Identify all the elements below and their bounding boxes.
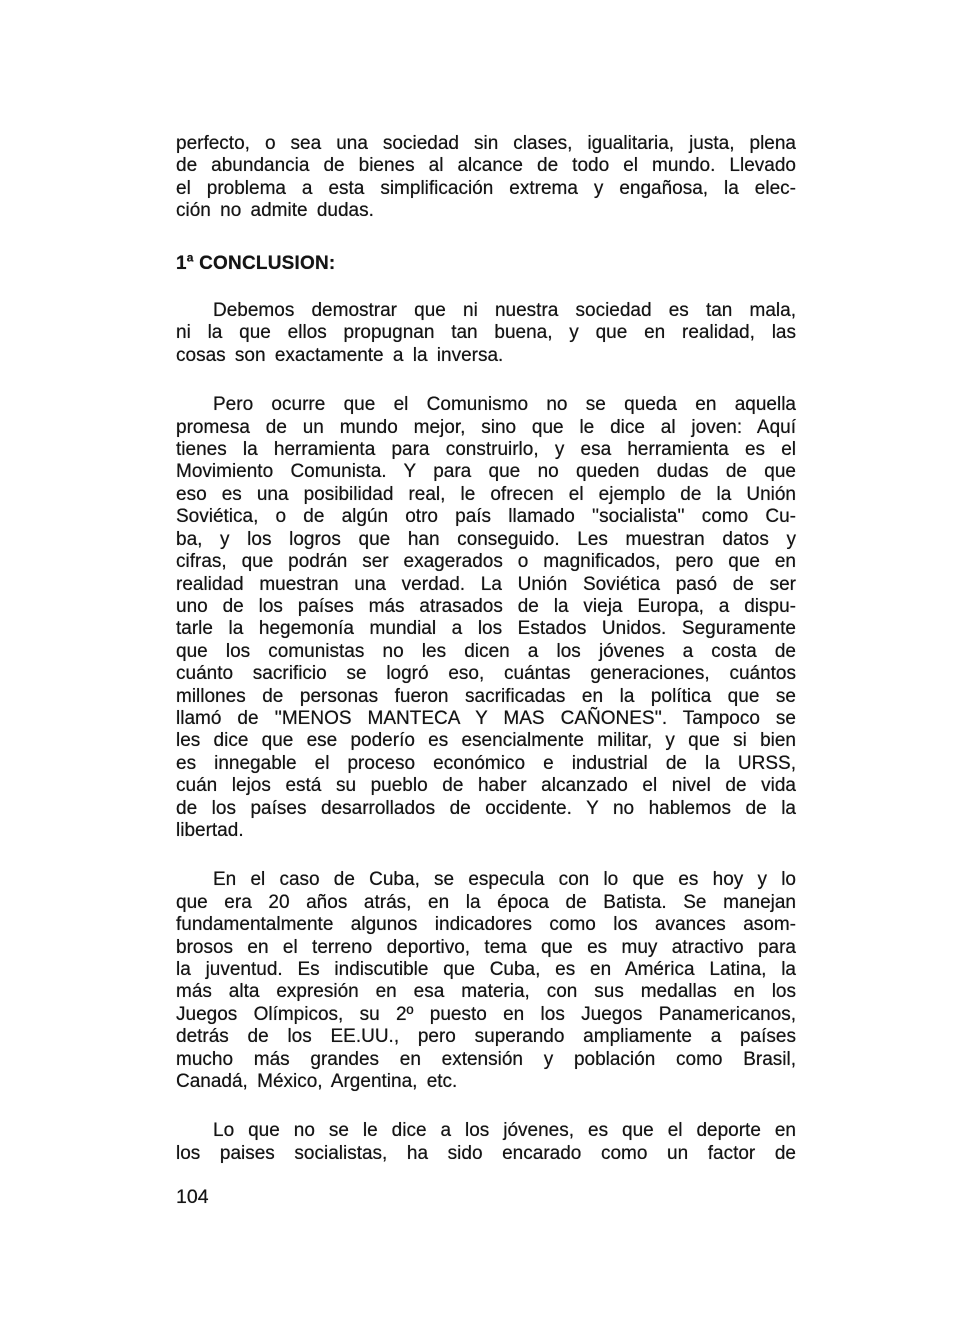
paragraph: [176, 869, 796, 1093]
text-line: millones de personas fueron sacrificadas en la política que se: [176, 685, 796, 707]
text-line: tienes la herramienta para construirlo, y esa herramienta es el: [176, 439, 796, 461]
text-line: cosas son exactamente a la inversa.: [176, 344, 504, 366]
text-line: uno de los países más atrasados de la vieja Europa, a dispu-: [176, 595, 796, 617]
text-line: perfecto, o sea una sociedad sin clases, igualitaria, justa, plena: [176, 133, 796, 154]
text-line: que los comunistas no les dicen a los jóvenes a costa de: [176, 640, 796, 662]
text-line: les dice que ese poderío es esencialmente militar, y que si bien: [176, 730, 796, 752]
text-line: Debemos demostrar que ni nuestra sociedad es tan mala,: [213, 300, 796, 322]
text-line: la juventud. Es indiscutible que Cuba, es en América Latina, la: [176, 959, 796, 980]
text-line: que era 20 años atrás, en la época de Batista. Se manejan: [176, 891, 796, 913]
page-number: 104: [176, 1186, 209, 1208]
text-line: Canadá, México, Argentina, etc.: [176, 1071, 458, 1093]
text-line: brosos en el terreno deportivo, tema que es muy atractivo para: [176, 936, 796, 958]
paragraph: [176, 133, 796, 223]
paragraph: [176, 300, 796, 367]
heading-label: CONCLUSION:: [199, 252, 336, 274]
text-line: Soviética, o de algún otro país llamado ''socialista'' como Cu-: [176, 506, 796, 528]
text-line: es innegable el proceso económico e industrial de la URSS,: [176, 752, 796, 774]
text-line: En el caso de Cuba, se especula con lo que es hoy y lo: [213, 869, 796, 891]
text-line: cifras, que podrán ser exagerados o magnificados, pero que en: [176, 551, 796, 573]
text-line: los paises socialistas, ha sido encarado como un factor de: [176, 1142, 796, 1164]
text-line: cuánto sacrificio se logró eso, cuántas generaciones, cuántos: [176, 663, 796, 685]
text-line: realidad muestran una verdad. La Unión Soviética pasó de ser: [176, 573, 796, 595]
text-line: Movimiento Comunista. Y para que no queden dudas de que: [176, 461, 796, 483]
conclusion-heading: [176, 250, 796, 275]
text-line: cuán lejos está su pueblo de haber alcanzado el nivel de vida: [176, 775, 796, 797]
text-line: Juegos Olímpicos, su 2º puesto en los Juegos Panamericanos,: [176, 1003, 796, 1025]
text-line: el problema a esta simplificación extrema y engañosa, la elec-: [176, 177, 796, 199]
text-line: más alta expresión en esa materia, con sus medallas en los: [176, 981, 796, 1003]
text-line: libertad.: [176, 819, 244, 841]
text-line: Pero ocurre que el Comunismo no se queda en aquella: [213, 394, 796, 416]
text-line: fundamentalmente algunos indicadores como los avances asom-: [176, 914, 796, 936]
text-line: mucho más grandes en extensión y población como Brasil,: [176, 1048, 796, 1070]
text-line: tarle la hegemonía mundial a los Estados Unidos. Seguramente: [176, 618, 796, 640]
text-line: promesa de un mundo mejor, sino que le dice al joven: Aquí: [176, 416, 796, 438]
paragraph: [176, 1120, 796, 1165]
text-line: llamó de ''MENOS MANTECA Y MAS CAÑONES''. Tampoco se: [176, 707, 796, 729]
text-line: ción no admite dudas.: [176, 200, 374, 222]
text-line: ba, y los logros que han conseguido. Les muestran datos y: [176, 528, 796, 550]
text-line: detrás de los EE.UU., pero superando ampliamente a países: [176, 1026, 796, 1048]
text-line: de abundancia de bienes al alcance de todo el mundo. Llevado: [176, 155, 796, 177]
text-line: eso es una posibilidad real, le ofrecen el ejemplo de la Unión: [176, 483, 796, 505]
text-line: ni la que ellos propugnan tan buena, y que en realidad, las: [176, 322, 796, 344]
text-line: de los países desarrollados de occidente. Y no hablemos de la: [176, 797, 796, 819]
paragraph: [176, 394, 796, 842]
text-column: [176, 133, 796, 1165]
heading-ordinal: a: [186, 250, 194, 265]
text-line: Lo que no se le dice a los jóvenes, es que el deporte en: [213, 1120, 796, 1142]
heading-number: 1: [176, 252, 187, 274]
